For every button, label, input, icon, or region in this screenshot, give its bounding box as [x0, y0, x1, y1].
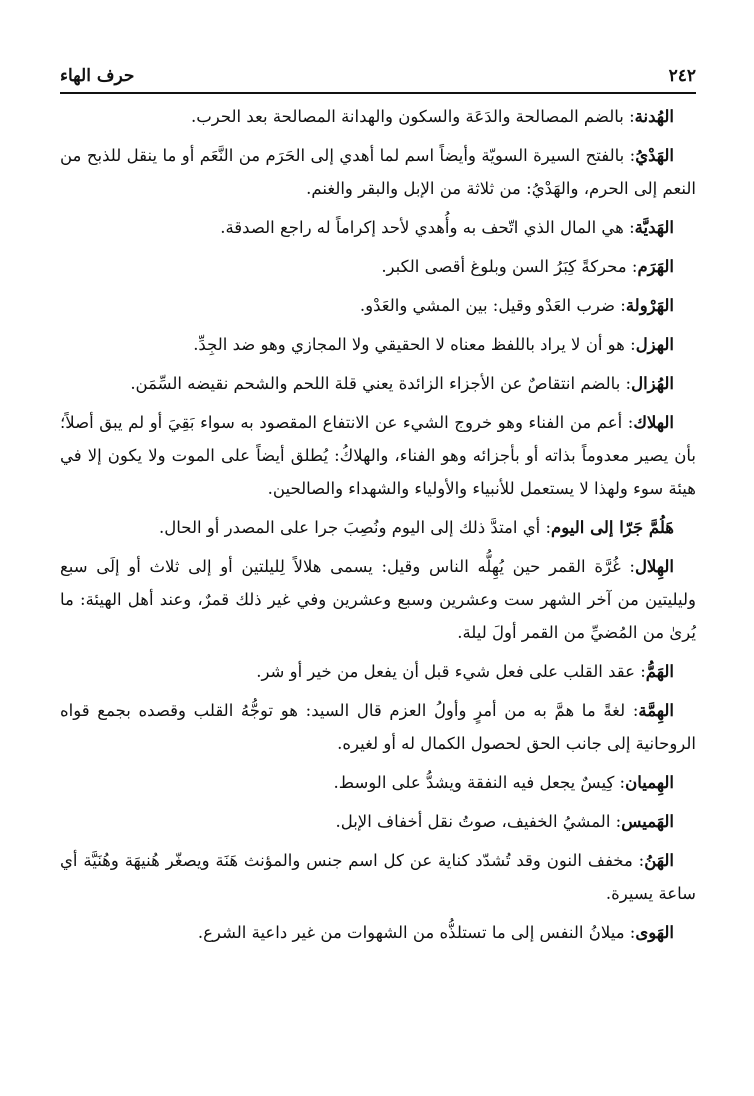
entry-term: الهَنُ: [644, 851, 674, 870]
entry-text: : لغةً ما همَّ به من أمرٍ وأولُ العزم قال السيد: هو توجُّهُ القلب وقصده بجمع قواه الروحانية إلى جانب الحق لحصول الكمال له أو لغيره.: [60, 701, 696, 753]
entry-text: : بالضم انتقاصٌ عن الأجزاء الزائدة يعني قلة اللحم والشحم نقيضه السِّمَن.: [130, 374, 632, 393]
entry-text: : غُرَّة القمر حين يُهِلُّه الناس وقيل: يسمى هلالاً لِليلتين أو إلى ثلاث أو إلَى سبع وليليتين من آخر الشهر ست وعشرين وسبع وعشرين وفي غير ذلك قمرٌ، وعند أهل الهيئة: ما يُرىٰ من المُضيِّ من القمر أولَ ليلة.: [60, 557, 696, 642]
entry: [60, 367, 696, 400]
entry-text: : هو أن لا يراد باللفظ معناه لا الحقيقي ولا المجازي وهو ضد الجِدِّ.: [193, 335, 636, 354]
entry-term: الهِميان: [625, 773, 674, 792]
entry-text: : عقد القلب على فعل شيء قبل أن يفعل من خير أو شر.: [256, 662, 646, 681]
entry-text: : أعم من الفناء وهو خروج الشيء عن الانتفاع المقصود به سواء بَقِيَ أو لم يبق أصلاً؛ بأن يصير معدوماً بذاته أو بأجزائه وهو الفناء، والهلاكُ: يُطلق أيضاً على الموت ولا يكون إلا في هيئة سوء ولهذا لا يستعمل للأنبياء والأولياء والشهداء والصالحين.: [60, 413, 696, 498]
entry: [60, 100, 696, 133]
entry-text: : بالفتح السيرة السويّة وأيضاً اسم لما أهدي إلى الحَرَم من النَّعَم أو ما ينقل للذبح من النعم إلى الحرم، والهَدْيُ: من ثلاثة من الإبل والبقر والغنم.: [60, 146, 696, 198]
entry-term: الهزل: [635, 335, 674, 354]
entry: [60, 289, 696, 322]
entry: [60, 844, 696, 910]
entry-term: الهُدنة: [634, 107, 674, 126]
entry: [60, 805, 696, 838]
entry-text: : ميلانُ النفس إلى ما تستلذُّه من الشهوات من غير داعية الشرع.: [197, 923, 636, 942]
entry: [60, 550, 696, 649]
entry: [60, 511, 696, 544]
entry-text: : بالضم المصالحة والدَعَة والسكون والهدانة المصالحة بعد الحرب.: [190, 107, 635, 126]
entry-text: : ضرب العَدْو وقيل: بين المشي والعَدْو.: [359, 296, 626, 315]
entry-text: : أي امتدَّ ذلك إلى اليوم ونُصِبَ جرا على المصدر أو الحال.: [159, 518, 552, 537]
entry: [60, 406, 696, 505]
entry-list: [60, 100, 696, 949]
entry-text: : مخفف النون وقد تُشدّد كناية عن كل اسم جنس والمؤنث هَنَة ويصغّر هُنيهَة وهُنَيَّة أي ساعة يسيرة.: [60, 851, 696, 903]
entry-term: الهَديَّة: [634, 218, 674, 237]
entry-term: الهَوى: [635, 923, 674, 942]
page-number: ٢٤٢: [668, 66, 696, 86]
entry-term: الهلاك: [633, 413, 674, 432]
entry: [60, 694, 696, 760]
entry-term: هَلُمَّ جَرّا إلى اليوم: [551, 518, 674, 537]
entry-term: الهِمَّة: [638, 701, 674, 720]
entry: [60, 766, 696, 799]
entry-term: الهَميس: [621, 812, 674, 831]
entry: [60, 655, 696, 688]
entry: [60, 916, 696, 949]
entry-text: : المشيُ الخفيف، صوتُ نقل أخفاف الإبل.: [335, 812, 622, 831]
entry: [60, 328, 696, 361]
entry-term: الهَدْيُ: [635, 146, 674, 165]
entry-text: : كِيسٌ يجعل فيه النفقة ويشدُّ على الوسط.: [333, 773, 626, 792]
entry: [60, 211, 696, 244]
entry-term: الهَرْولة: [625, 296, 674, 315]
entry-term: الهِلال: [634, 557, 674, 576]
entry: [60, 250, 696, 283]
page-header: [60, 52, 696, 92]
entry: [60, 139, 696, 205]
chapter-title: حرف الهاء: [60, 66, 135, 86]
entry-text: : هي المال الذي اتّحف به وأُهدي لأحد إكراماً له راجع الصدقة.: [220, 218, 635, 237]
entry-term: الهَرَم: [637, 257, 674, 276]
entry-term: الهُزال: [631, 374, 674, 393]
header-rule: [60, 92, 696, 94]
entry-term: الهَمُّ: [645, 662, 674, 681]
entry-text: : محركةً كِبَرُ السن وبلوغ أقصى الكبر.: [381, 257, 638, 276]
